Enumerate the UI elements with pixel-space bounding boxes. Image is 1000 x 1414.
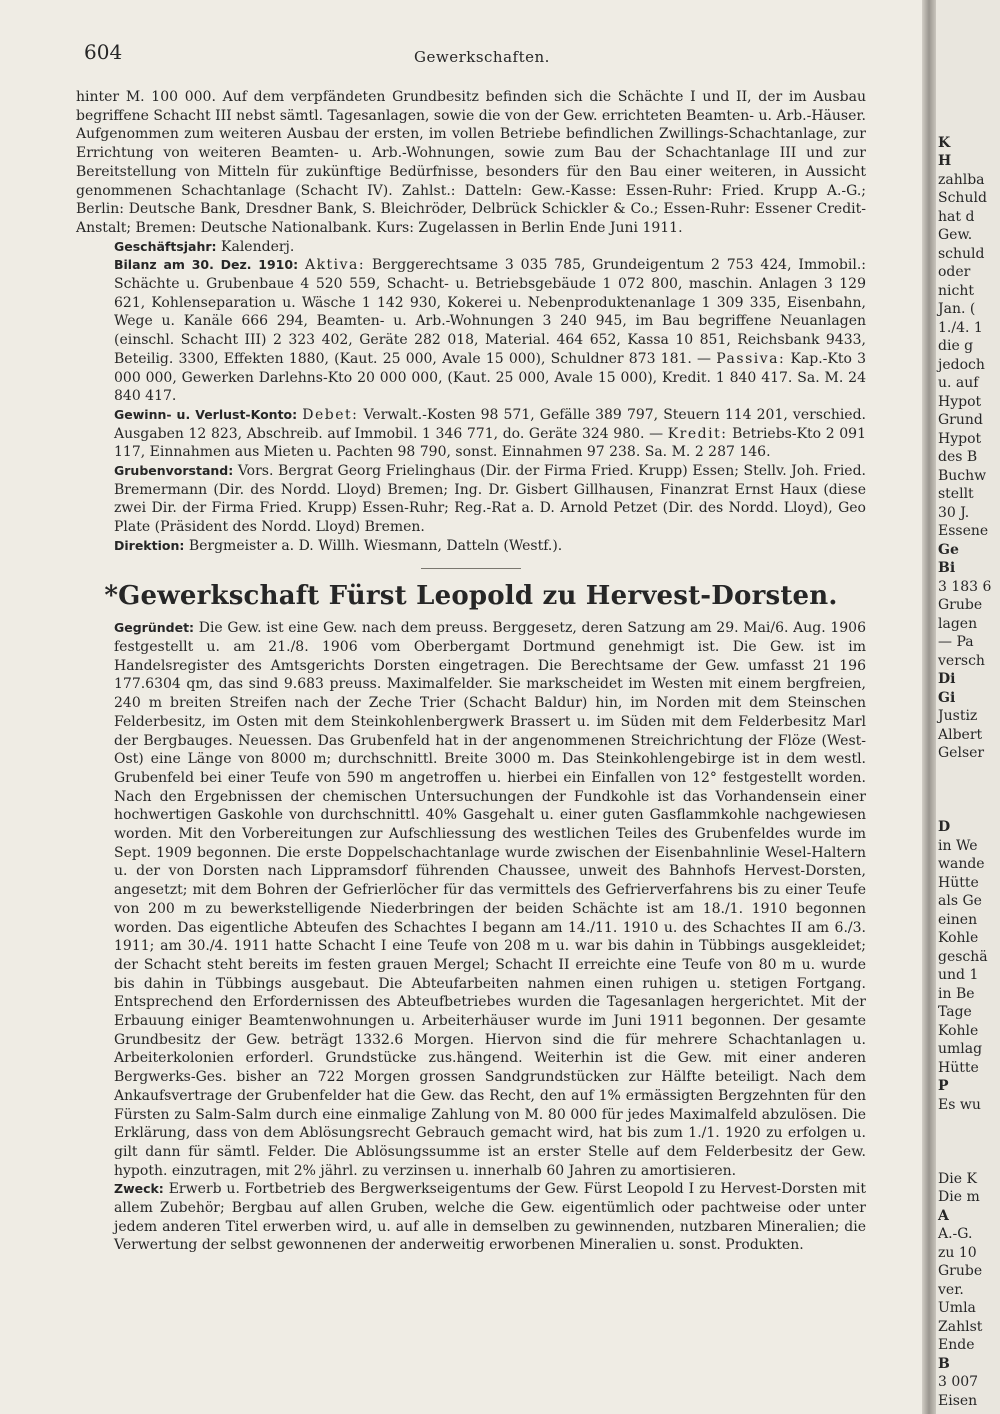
right-fragment-line: Hypot	[938, 430, 982, 447]
book-gutter	[922, 0, 936, 1414]
grubenvorstand-label: Grubenvorstand:	[114, 463, 234, 479]
page-number: 604	[84, 40, 123, 64]
right-fragment-line: ver.	[938, 1281, 964, 1298]
right-fragment-line: Bi	[938, 560, 956, 576]
right-fragment-line: H	[938, 153, 952, 169]
right-fragment-line: Gew.	[938, 227, 973, 243]
right-fragment-line: Hypot	[938, 393, 982, 410]
right-fragment-line: des B	[938, 449, 978, 465]
right-fragment-line: Grund	[938, 412, 983, 428]
grubenvorstand-text: Vors. Bergrat Georg Frielinghaus (Dir. der Firma Fried. Krupp) Essen; Stellv. Joh. Fried. Bremermann (Dir. des Nordd. Lloyd) Bremen; Ing. Dr. Gisbert Gillhausen, Finanzrat Ernst Haux (diese zwei Dir. der Firma Fried. Krupp) Essen-Ruhr; Reg.-Rat a. D. Arnold Petzet (Dir. des Nordd. Lloyd), Geo Plate (Präsident des Nordd. Lloyd) Bremen.	[114, 463, 867, 536]
direktion-text: Bergmeister a. D. Willh. Wiesmann, Datteln (Westf.).	[188, 537, 563, 554]
gewinn-verlust-konto	[76, 406, 866, 462]
right-fragment-line: A	[938, 1207, 949, 1224]
right-fragment-line	[938, 115, 1000, 134]
right-fragment-line: Gelser	[938, 745, 985, 761]
right-fragment-line: und 1	[938, 967, 979, 983]
right-fragment-line	[938, 1151, 1000, 1170]
right-fragment-line: Schuld	[938, 190, 987, 206]
direktion	[76, 537, 866, 556]
right-fragment-line	[938, 763, 1000, 782]
right-fragment-line: Kohle	[938, 930, 979, 946]
bilanz-passiva-text: Kap.-Kto 3 000 000, Gewerken Darlehns-Kto 20 000 000, (Kaut. 25 000, Avale 15 000), Kredit. 1 840 417. Sa. M. 24 840 417.	[114, 350, 867, 405]
gegruendet	[76, 619, 866, 1180]
right-fragment-line: Justiz	[938, 708, 978, 724]
right-fragment-line: A.-G.	[938, 1226, 973, 1242]
right-fragment-line: 3 183 6	[938, 578, 992, 595]
bilanz-label: Bilanz am 30. Dez. 1910:	[114, 257, 299, 273]
right-page-fragments	[938, 115, 1000, 1410]
right-fragment-line: zahlba	[938, 171, 985, 188]
right-fragment-line: Gi	[938, 689, 956, 706]
right-fragment-line: B	[938, 1355, 950, 1372]
right-fragment-line: als Ge	[938, 893, 982, 909]
right-fragment-line: nicht	[938, 282, 974, 299]
right-fragment-line: lagen	[938, 615, 978, 632]
right-fragment-line: Zahlst	[938, 1318, 983, 1335]
right-fragment-line: D	[938, 819, 951, 835]
right-fragment-line	[938, 1133, 1000, 1152]
prev-entry-continuation: hinter M. 100 000. Auf dem verpfändeten Grundbesitz befinden sich die Schächte I und II, der im Ausbau begriffene Schacht III nebst sämtl. Tagesanlagen, sowie die von der Gew. errichteten Beamten- u. Arb.-Häuser. Aufgenommen zum weiteren Ausbau der ersten, im vollen Betriebe befindlichen Zwillings-Schachtanlage, zur Errichtung von weiteren Beamten- u. Arb.-Wohnungen, sowie zum Bau der Schachtanlage III und zur Bereitstellung von Mitteln für zukünftige Bedürfnisse, besonders für den Bau einer weiteren, in Aussicht genommenen Schachtanlage (Schacht IV). Zahlst.: Datteln: Gew.-Kasse: Essen-Ruhr: Fried. Krupp A.-G.; Berlin: Deutsche Bank, Dresdner Bank, S. Bleichröder, Delbrück Schickler & Co.; Essen-Ruhr: Essener Credit-Anstalt; Bremen: Deutsche Nationalbank. Kurs: Zugelassen in Berlin Ende Juni 1911.	[76, 89, 866, 236]
right-fragment-line: Die m	[938, 1189, 980, 1205]
right-fragment-line: Hütte	[938, 1059, 979, 1076]
right-fragment-line: Ende	[938, 1337, 975, 1353]
right-fragment-line: in Be	[938, 985, 975, 1002]
zweck-text: Erwerb u. Fortbetrieb des Bergwerkseigentums der Gew. Fürst Leopold I zu Hervest-Dorsten mit allem Zubehör; Bergbau auf allen Gruben, welche die Gew. eigentümlich oder pachtweise oder unter jedem anderen Titel erwerben wird, u. auf alle in demselben zu gewinnenden, nutzbaren Mineralien; die Verwertung der selbst gewonnenen der anderweitig erworbenen Mineralien u. sonst. Produkten.	[114, 1181, 866, 1254]
bilanz-passiva-label: Passiva:	[716, 350, 786, 367]
right-fragment-line: wande	[938, 856, 985, 872]
right-fragment-line: Jan. (	[938, 301, 976, 317]
right-page-edge	[936, 0, 1000, 1414]
right-fragment-line: Eisen	[938, 1392, 978, 1409]
right-fragment-line: — Pa	[938, 634, 974, 650]
geschaeftsjahr-label: Geschäftsjahr:	[114, 238, 217, 254]
right-fragment-line: Grube	[938, 1263, 983, 1279]
right-fragment-line	[938, 800, 1000, 819]
right-fragment-line: einen	[938, 911, 978, 928]
right-fragment-line: Kohle	[938, 1022, 979, 1039]
right-fragment-line: schuld	[938, 245, 985, 262]
right-fragment-line: in We	[938, 837, 978, 854]
right-fragment-line: Albert	[938, 726, 983, 743]
right-fragment-line: 30 J.	[938, 504, 970, 521]
right-fragment-line: 1./4. 1	[938, 319, 983, 336]
main-column	[76, 88, 866, 1255]
bilanz-aktiva-label: Aktiva:	[304, 257, 366, 274]
right-fragment-line: Umla	[938, 1300, 976, 1316]
geschaeftsjahr-text: Kalenderj.	[221, 238, 295, 255]
right-fragment-line: umlag	[938, 1041, 983, 1057]
gewinn-debet-label: Debet:	[302, 406, 359, 423]
gewinn-label: Gewinn- u. Verlust-Konto:	[114, 406, 298, 422]
right-fragment-line: u. auf	[938, 375, 979, 391]
right-fragment-line: Ge	[938, 541, 959, 558]
gewinn-kredit-text: Betriebs-Kto 2 091 117, Einnahmen aus Mieten u. Pachten 98 790, sonst. Einnahmen 97 238. Sa. M. 2 287 146.	[114, 425, 866, 461]
right-fragment-line: Grube	[938, 597, 983, 613]
right-fragment-line: Di	[938, 671, 956, 687]
right-fragment-line: hat d	[938, 208, 975, 225]
right-fragment-line: Essene	[938, 523, 989, 539]
right-fragment-line: K	[938, 134, 951, 151]
right-fragment-line	[938, 781, 1000, 800]
geschaeftsjahr	[76, 238, 866, 257]
right-fragment-line: die g	[938, 338, 974, 354]
bilanz	[76, 256, 866, 406]
right-fragment-line: Die K	[938, 1170, 977, 1187]
right-fragment-line: Tage	[938, 1004, 972, 1020]
right-fragment-line	[938, 1114, 1000, 1133]
bilanz-aktiva-text: Berggerechtsame 3 035 785, Grundeigentum 2 753 424, Immobil.: Schächte u. Grubenbaue 4 520 559, Schacht- u. Betriebsgebäude 1 072 800, maschin. Anlagen 3 129 621, Kohlenseparation u. Wäsche 1 142 930, Kokerei u. Nebenproduktenanlage 1 309 335, Eisenbahn, Wege u. Kanäle 666 294, Beamten- u. Arb.-Wohnungen 3 240 945, im Bau begriffene Neuanlagen (einschl. Schacht III) 2 323 402, Geräte 282 018, Material. 464 652, Kassa 10 851, Reichsbank 9433, Beteilig. 3300, Effekten 1880, (Kaut. 25 000, Avale 15 000), Schuldner 873 181. —	[114, 257, 867, 367]
right-fragment-line: Es wu	[938, 1096, 981, 1113]
right-fragment-line: 3 007	[938, 1374, 979, 1390]
right-fragment-line: zu 10	[938, 1244, 977, 1261]
direktion-label: Direktion:	[114, 537, 185, 553]
grubenvorstand	[76, 462, 866, 537]
right-fragment-line: jedoch	[938, 356, 985, 373]
right-fragment-line: Buchw	[938, 467, 987, 484]
page-header	[84, 40, 904, 70]
entry-title: *Gewerkschaft Fürst Leopold zu Hervest-Dorsten.	[104, 580, 838, 611]
running-title: Gewerkschaften.	[414, 48, 550, 66]
right-fragment-line: geschä	[938, 948, 988, 965]
gegruendet-text: Die Gew. ist eine Gew. nach dem preuss. Berggesetz, deren Satzung am 29. Mai/6. Aug. 1906 festgestellt u. am 21./8. 1906 vom Oberbergamt Dortmund genehmigt ist. Die Gew. ist im Handelsregister des Amtsgerichts Dorsten eingetragen. Die Berechtsame der Gew. umfasst 21 196 177.6304 qm, das sind 9.683 preuss. Maximalfelder. Sie markscheidet im Westen mit einem bergfreien, 240 m breiten Streifen nach der Zeche Trier (Schacht Baldur) hin, im Norden mit dem Steinschen Felderbesitz, im Osten mit dem Steinkohlenbergwerk Brassert u. im Süden mit dem Felderbesitz Marl der Bergbauges. Neuessen. Das Grubenfeld hat in der angenommenen Streichrichtung der Flöze (West-Ost) eine Länge von 8000 m; durchschnittl. Breite 3000 m. Das Steinkohlengebirge ist in dem westl. Grubenfeld bei einer Teufe von 590 m angetroffen u. hierbei ein Einfallen von 12° festgestellt worden. Nach den Ergebnissen der chemischen Untersuchungen der Fundkohle ist das Vorhandensein einer hochwertigen Gaskohle von durchschnittl. 40% Gasgehalt u. einer guten Gasflammkohle nachgewiesen worden. Mit den Vorbereitungen zur Aufschliessung des westlichen Teiles des Grubenfeldes wurde im Sept. 1909 begonnen. Die erste Doppelschachtanlage wurde zwischen der Eisenbahnlinie Wesel-Haltern u. der von Dorsten nach Lippramsdorf führenden Chaussee, unweit des Bahnhofs Hervest-Dorsten, angesetzt; mit dem Bohren der Gefrierlöcher für das vermittels des Gefrierverfahrens bis zu einer Teufe von 200 m zu bewerkstelligende Niederbringen der beiden Schächte ist am 18./1. 1910 begonnen worden. Das eigentliche Abteufen des Schachtes I begann am 14./11. 1910 u. des Schachtes II am 6./3. 1911; am 30./4. 1911 hatte Schacht I eine Teufe von 208 m u. war bis dahin in Tübbings ausgekleidet; der Schacht steht bereits im festen grauen Mergel; Schacht II erreichte eine Teufe von 80 m u. wurde bis dahin in Tübbings ausgebaut. Die Abteufarbeiten nahmen einen ruhigen u. stetigen Fortgang. Entsprechend den Erfordernissen des Abteufbetriebes wurden die Tagesanlagen hergerichtet. Mit der Erbauung einiger Beamtenwohnungen u. Arbeiterhäuser wurde im Juni 1911 begonnen. Der gesamte Grundbesitz der Gew. beträgt 1332.6 Morgen. Hiervon sind die für mehrere Schachtanlagen u. Arbeiterkolonien erforderl. Grundstücke zus.hängend. Weiterhin ist die Gew. mit einer anderen Bergwerks-Ges. bisher an 722 Morgen grossen Sandgrundstücken zur Hälfte beteiligt. Nach dem Ankaufsvertrage der Grubenfelder hat die Gew. das Recht, den auf 1% ermässigten Bergzehnten für den Fürsten zu Salm-Salm durch eine einmalige Zahlung von M. 80 000 für jedes Maximalfeld abzulösen. Die Erklärung, dass von dem Ablösungsrecht Gebrauch gemacht wird, hat bis zum 1./1. 1920 zu erfolgen u. gilt dann für sämtl. Felder. Die Ablösungssumme ist an erster Stelle auf dem Felderbesitz der Gew. hypoth. einzutragen, mit 2% jährl. zu verzinsen u. innerhalb 60 Jahren zu amortisieren.	[114, 620, 866, 1179]
zweck-label: Zweck:	[114, 1181, 164, 1197]
gewinn-kredit-label: Kredit:	[667, 425, 728, 442]
right-fragment-line: Hütte	[938, 874, 979, 891]
right-fragment-line: P	[938, 1078, 949, 1094]
gewinn-debet-text: Verwalt.-Kosten 98 571, Gefälle 389 797, Steuern 114 201, verschied. Ausgaben 12 823, Abschreib. auf Immobil. 1 346 771, do. Geräte 324 980. —	[114, 406, 867, 442]
right-fragment-line: versch	[938, 652, 985, 669]
zweck	[76, 1180, 866, 1255]
section-divider	[421, 568, 521, 569]
right-fragment-line: stellt	[938, 486, 974, 502]
right-fragment-line: oder	[938, 264, 971, 280]
gegruendet-label: Gegründet:	[114, 620, 195, 636]
